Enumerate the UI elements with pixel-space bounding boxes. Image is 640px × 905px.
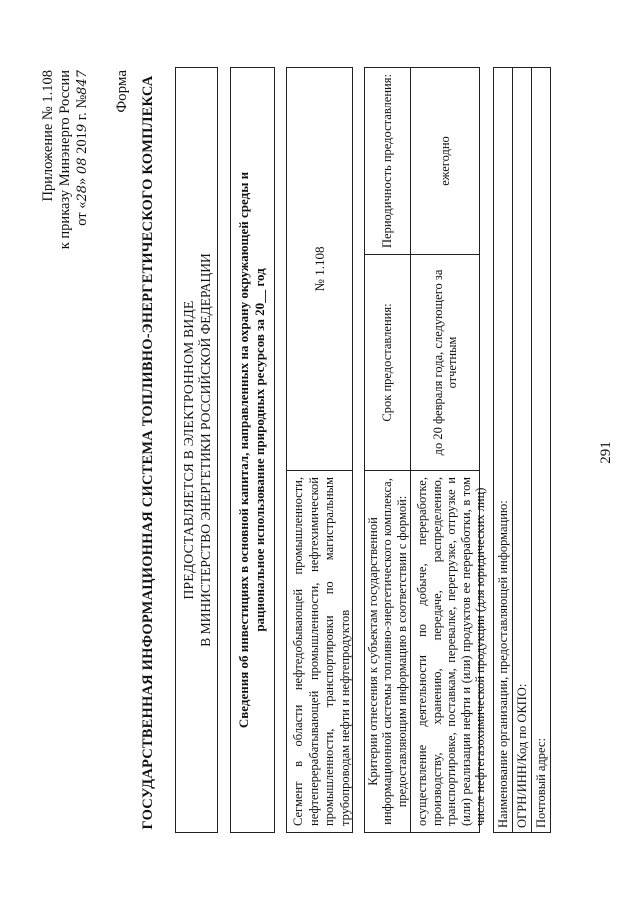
deadline-column [365, 254, 479, 470]
postal-address-field[interactable]: Почтовый адрес: [534, 738, 548, 828]
frequency-text: ежегодно [437, 136, 452, 186]
criteria-column [365, 470, 487, 832]
handwritten-day: 28 [75, 184, 90, 202]
organization-info-table [493, 67, 551, 833]
criteria-text: осуществление деятельности по добыче, переработке, производству, хранению, передаче, распределению, транспортировке, поставкам, перевалке, перегрузке, отгрузке и (или) реализации нефти и (или) продуктов ее переработки, в том числе нефтегазохимической продукции (для юридических лиц) [415, 477, 487, 826]
appendix-date-line: от «28» 08 2019 г. №847 [74, 70, 90, 226]
form-number: № 1.108 [311, 246, 327, 292]
page-number: 291 [598, 441, 614, 464]
handwritten-order-number: 847 [75, 70, 90, 95]
criteria-table [364, 67, 487, 833]
frequency-column [365, 68, 479, 254]
main-title: ГОСУДАРСТВЕННАЯ ИНФОРМАЦИОННАЯ СИСТЕМА ТОПЛИВНО-ЭНЕРГЕТИЧЕСКОГО КОМПЛЕКСА [140, 75, 156, 830]
report-title-box [230, 67, 275, 833]
appendix-title: Приложение № 1.108 [40, 70, 56, 202]
deadline-header: Срок предоставления: [365, 255, 411, 470]
criteria-header: Критерии отнесения к субъектам государственной информационной системы топливно-энергетического комплекса, предоставляющим информацию в соответствии с формой: [365, 471, 411, 832]
submission-line-2: В МИНИСТЕРСТВО ЭНЕРГЕТИКИ РОССИЙСКОЙ ФЕДЕРАЦИИ [198, 253, 213, 647]
ogrn-inn-okpo-field[interactable]: ОГРН/ИНН/Код по ОКПО: [513, 68, 532, 832]
handwritten-month: 08 [75, 157, 90, 175]
deadline-text: до 20 февраля года, следующего за отчетным [430, 269, 459, 456]
submission-notice-box [175, 67, 218, 833]
appendix-header [40, 70, 91, 249]
appendix-order: к приказу Минэнерго России [57, 70, 73, 250]
report-title-line-2: рациональное использование природных ресурсов за 20__ год [252, 268, 267, 632]
organization-name-field[interactable]: Наименование организации, предоставляющей информацию: [494, 68, 513, 832]
frequency-header: Периодичность предоставления: [365, 68, 411, 254]
report-title-line-1: Сведения об инвестициях в основной капитал, направленных на охрану окружающей среды и [236, 171, 251, 729]
submission-line-1: ПРЕДОСТАВЛЯЕТСЯ В ЭЛЕКТРОННОМ ВИДЕ [181, 300, 196, 600]
segment-description: Сегмент в области нефтедобывающей промышленности, нефтеперерабатывающей промышленности, нефтехимической промышленности, транспортировки по магистральным трубопроводам нефти и нефтепродуктов [287, 470, 352, 832]
segment-table [286, 67, 353, 833]
handwritten-year: 9 [75, 123, 90, 133]
form-label: Форма [114, 70, 130, 113]
